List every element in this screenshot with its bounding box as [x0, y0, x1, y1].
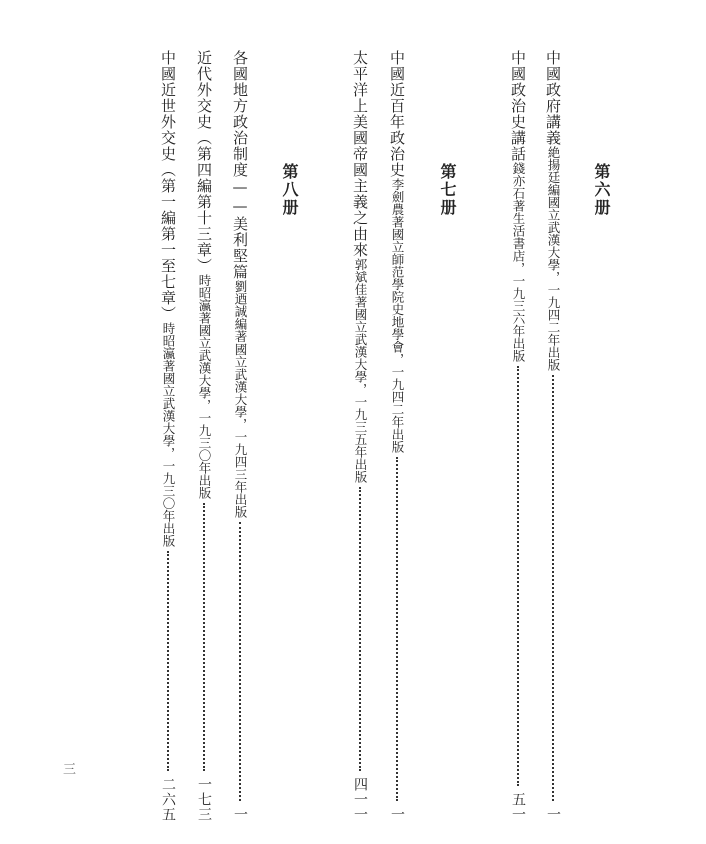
entry-publisher: 國立武漢大學，一九三五年出版: [353, 308, 368, 483]
dot-leader: [239, 522, 241, 802]
entry-publisher: 國立武漢大學，一九四三年出版: [233, 342, 248, 518]
entry-title: 太平洋上美國帝國主義之由來: [351, 50, 369, 258]
dot-leader: [203, 503, 205, 771]
dot-leader: [552, 375, 554, 801]
toc-entry[interactable]: [157, 50, 179, 822]
entry-publisher: 國立武漢大學，一九四二年出版: [546, 196, 561, 371]
toc-entry[interactable]: [193, 50, 215, 822]
entry-author: 郭斌佳著: [353, 258, 368, 308]
entry-author: 時昭瀛著: [161, 322, 176, 372]
dot-leader: [517, 366, 519, 786]
entry-publisher: 國立武漢大學，一九三〇年出版: [197, 324, 212, 499]
entry-page-number: 一七三: [196, 777, 212, 822]
entry-author: 劉迺誠編著: [233, 280, 248, 343]
dot-leader: [167, 551, 169, 771]
entry-title: 中國近百年政治史: [388, 50, 406, 178]
toc-entry[interactable]: [349, 50, 371, 822]
toc-entry[interactable]: [386, 50, 408, 822]
entry-author: 時昭瀛著: [197, 274, 212, 324]
section-heading-6: 第六册: [592, 163, 611, 217]
entry-page-number: 二六五: [160, 777, 176, 822]
toc-entry[interactable]: [229, 50, 251, 822]
entry-title: 各國地方政治制度——美利堅篇: [231, 50, 249, 280]
entry-page-number: 一: [232, 807, 248, 822]
entry-title: 中國近世外交史（第一編第一至七章）: [159, 50, 177, 322]
dot-leader: [359, 487, 361, 771]
page-folio-number: 三: [60, 762, 75, 775]
entry-author: 李劍農著: [390, 178, 405, 228]
entry-page-number: 四一一: [352, 777, 368, 822]
section-heading-8: 第八册: [280, 163, 299, 217]
entry-page-number: 一: [389, 807, 405, 822]
toc-entry[interactable]: [542, 50, 564, 822]
toc-entry[interactable]: [507, 50, 529, 822]
entry-title: 中國政府講義: [544, 50, 562, 146]
entry-title: 中國政治史講話: [509, 50, 527, 162]
entry-author: 錢亦石著: [511, 162, 526, 212]
entry-publisher: 生活書店，一九三六年出版: [511, 212, 526, 362]
entry-page-number: 五一: [510, 792, 526, 822]
section-heading-7: 第七册: [438, 163, 457, 217]
entry-title: 近代外交史（第四編第十三章）: [195, 50, 213, 274]
dot-leader: [396, 457, 398, 801]
entry-publisher: 國立武漢大學，一九三〇年出版: [161, 372, 176, 547]
entry-publisher: 國立師范學院史地學會，一九四二年出版: [390, 228, 405, 453]
entry-page-number: 一: [545, 807, 561, 822]
entry-author: 絶揚廷編: [546, 146, 561, 196]
